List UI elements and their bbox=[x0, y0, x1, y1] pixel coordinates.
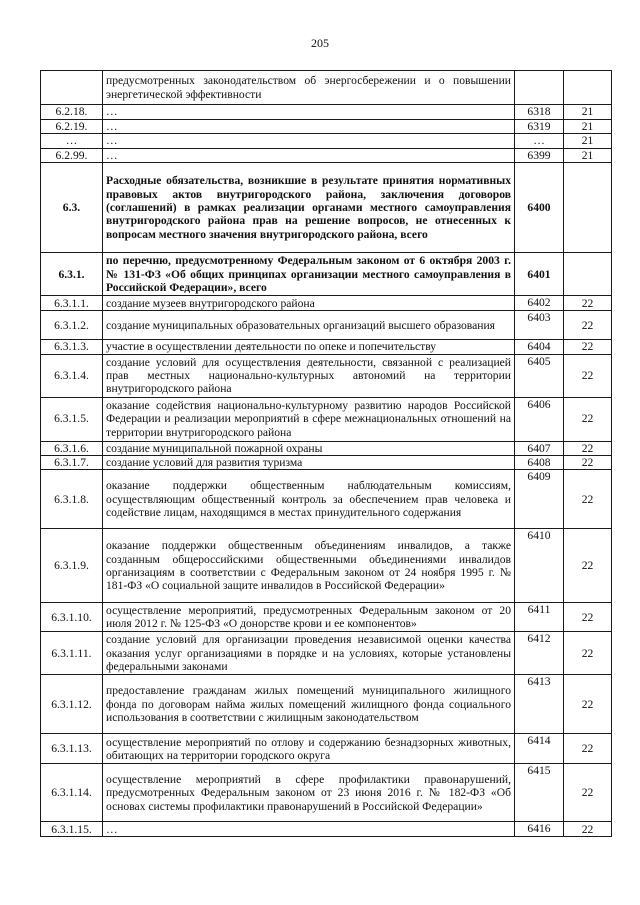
row-line-number-cell: 6402 bbox=[515, 296, 564, 311]
row-group-cell bbox=[564, 163, 612, 253]
row-group-cell: 22 bbox=[564, 354, 612, 397]
row-group-cell: 22 bbox=[564, 397, 612, 441]
table-row bbox=[41, 134, 612, 148]
row-line-number-cell: 6413 bbox=[515, 675, 564, 734]
row-description-cell: оказание поддержки общественным объединениям инвалидов, а также созданным общероссийскими общественными объединениями инвалидов организациям в соответствии с Федеральным законом от 24 ноября 1995 г. № 181-ФЗ «О социальной защите инвалидов в Российской Федерации» bbox=[103, 529, 515, 603]
row-group-cell: 22 bbox=[564, 632, 612, 675]
row-code-cell: 6.3.1.4. bbox=[41, 354, 103, 397]
row-group-cell: 22 bbox=[564, 822, 612, 837]
row-description-cell: … bbox=[103, 148, 515, 162]
table-row bbox=[41, 340, 612, 354]
row-group-cell bbox=[564, 253, 612, 296]
row-description-cell: осуществление мероприятий по отлову и содержанию безнадзорных животных, обитающих на территории городского округа bbox=[103, 734, 515, 764]
row-line-number-cell bbox=[515, 71, 564, 105]
row-description-cell: предоставление гражданам жилых помещений муниципального жилищного фонда по договорам найма жилых помещений жилищного фонда социального использования в соответствии с жилищным законодательством bbox=[103, 675, 515, 734]
row-group-cell: 22 bbox=[564, 675, 612, 734]
row-description-cell: осуществление мероприятий, предусмотренных Федеральным законом от 20 июля 2012 г. № 125-ФЗ «О донорстве крови и ее компонентов» bbox=[103, 603, 515, 632]
row-line-number-cell: 6409 bbox=[515, 470, 564, 529]
table-body bbox=[41, 71, 612, 837]
row-code-cell: 6.3.1.7. bbox=[41, 456, 103, 470]
row-description-cell: … bbox=[103, 822, 515, 837]
row-group-cell: 22 bbox=[564, 603, 612, 632]
table-row bbox=[41, 603, 612, 632]
row-description-cell: осуществление мероприятий в сфере профилактики правонарушений, предусмотренных Федеральным законом от 23 июня 2016 г. № 182-ФЗ «Об основах системы профилактики правонарушений в Российской Федерации» bbox=[103, 764, 515, 822]
table-row bbox=[41, 311, 612, 340]
row-code-cell: … bbox=[41, 134, 103, 148]
row-code-cell: 6.3.1.13. bbox=[41, 734, 103, 764]
page-number: 205 bbox=[311, 36, 329, 50]
table-row bbox=[41, 105, 612, 120]
row-line-number-cell: … bbox=[515, 134, 564, 148]
row-description-cell: … bbox=[103, 134, 515, 148]
table-row bbox=[41, 822, 612, 837]
row-code-cell: 6.3.1.10. bbox=[41, 603, 103, 632]
table-row bbox=[41, 456, 612, 470]
row-description-cell: создание музеев внутригородского района bbox=[103, 296, 515, 311]
row-code-cell: 6.2.99. bbox=[41, 148, 103, 162]
table-row bbox=[41, 675, 612, 734]
row-line-number-cell: 6414 bbox=[515, 734, 564, 764]
table-row bbox=[41, 71, 612, 105]
row-line-number-cell: 6407 bbox=[515, 441, 564, 455]
row-group-cell: 22 bbox=[564, 441, 612, 455]
table-row bbox=[41, 441, 612, 455]
row-code-cell: 6.3. bbox=[41, 163, 103, 253]
row-description-cell: … bbox=[103, 105, 515, 120]
row-code-cell: 6.3.1.14. bbox=[41, 764, 103, 822]
table-row bbox=[41, 163, 612, 253]
row-line-number-cell: 6416 bbox=[515, 822, 564, 837]
row-group-cell: 21 bbox=[564, 148, 612, 162]
table-row bbox=[41, 764, 612, 822]
table-row bbox=[41, 529, 612, 603]
table-row bbox=[41, 148, 612, 162]
row-group-cell: 21 bbox=[564, 105, 612, 120]
row-line-number-cell: 6399 bbox=[515, 148, 564, 162]
row-description-cell: создание муниципальной пожарной охраны bbox=[103, 441, 515, 455]
row-description-cell: оказание поддержки общественным наблюдательным комиссиям, осуществляющим общественный контроль за обеспечением прав человека и содействие лицам, находящимся в местах принудительного содержания bbox=[103, 470, 515, 529]
row-code-cell: 6.3.1.12. bbox=[41, 675, 103, 734]
table-row bbox=[41, 253, 612, 296]
row-group-cell: 22 bbox=[564, 456, 612, 470]
row-code-cell: 6.2.19. bbox=[41, 120, 103, 134]
row-code-cell: 6.3.1.15. bbox=[41, 822, 103, 837]
row-code-cell: 6.3.1.1. bbox=[41, 296, 103, 311]
row-line-number-cell: 6403 bbox=[515, 311, 564, 340]
row-line-number-cell: 6406 bbox=[515, 397, 564, 441]
row-code-cell: 6.3.1.2. bbox=[41, 311, 103, 340]
row-description-cell: участие в осуществлении деятельности по опеке и попечительству bbox=[103, 340, 515, 354]
table-row bbox=[41, 354, 612, 397]
row-code-cell: 6.2.18. bbox=[41, 105, 103, 120]
row-group-cell: 22 bbox=[564, 529, 612, 603]
row-group-cell: 21 bbox=[564, 120, 612, 134]
row-code-cell: 6.3.1.5. bbox=[41, 397, 103, 441]
row-line-number-cell: 6401 bbox=[515, 253, 564, 296]
row-line-number-cell: 6400 bbox=[515, 163, 564, 253]
row-line-number-cell: 6319 bbox=[515, 120, 564, 134]
table-row bbox=[41, 397, 612, 441]
table-row bbox=[41, 296, 612, 311]
row-description-cell: предусмотренных законодательством об энергосбережении и о повышении энергетической эффективности bbox=[103, 71, 515, 105]
row-code-cell: 6.3.1.3. bbox=[41, 340, 103, 354]
row-line-number-cell: 6404 bbox=[515, 340, 564, 354]
row-line-number-cell: 6412 bbox=[515, 632, 564, 675]
budget-obligations-table bbox=[40, 70, 612, 837]
row-group-cell: 22 bbox=[564, 340, 612, 354]
row-code-cell: 6.3.1. bbox=[41, 253, 103, 296]
row-code-cell: 6.3.1.9. bbox=[41, 529, 103, 603]
row-code-cell bbox=[41, 71, 103, 105]
row-line-number-cell: 6405 bbox=[515, 354, 564, 397]
row-code-cell: 6.3.1.8. bbox=[41, 470, 103, 529]
row-code-cell: 6.3.1.6. bbox=[41, 441, 103, 455]
row-group-cell: 22 bbox=[564, 311, 612, 340]
row-line-number-cell: 6408 bbox=[515, 456, 564, 470]
row-line-number-cell: 6410 bbox=[515, 529, 564, 603]
table-row bbox=[41, 120, 612, 134]
row-description-cell: Расходные обязательства, возникшие в результате принятия нормативных правовых актов внутригородского района, заключения договоров (соглашений) в рамках реализации органами местного самоуправления внутригородского района прав на решение вопросов, не отнесенных к вопросам местного значения внутригородского района, всего bbox=[103, 163, 515, 253]
row-group-cell: 22 bbox=[564, 734, 612, 764]
row-description-cell: по перечню, предусмотренному Федеральным законом от 6 октября 2003 г. № 131-ФЗ «Об общих принципах организации местного самоуправления в Российской Федерации», всего bbox=[103, 253, 515, 296]
row-line-number-cell: 6411 bbox=[515, 603, 564, 632]
row-description-cell: создание условий для организации проведения независимой оценки качества оказания услуг организациями в порядке и на условиях, которые установлены федеральными законами bbox=[103, 632, 515, 675]
row-description-cell: создание муниципальных образовательных организаций высшего образования bbox=[103, 311, 515, 340]
row-group-cell: 22 bbox=[564, 470, 612, 529]
table-row bbox=[41, 470, 612, 529]
row-description-cell: создание условий для развития туризма bbox=[103, 456, 515, 470]
row-description-cell: оказание содействия национально-культурному развитию народов Российской Федерации и реализации мероприятий в сфере межнациональных отношений на территории внутригородского района bbox=[103, 397, 515, 441]
row-description-cell: создание условий для осуществления деятельности, связанной с реализацией прав местных национально-культурных автономий на территории внутригородского района bbox=[103, 354, 515, 397]
table-row bbox=[41, 632, 612, 675]
row-group-cell: 21 bbox=[564, 134, 612, 148]
table-row bbox=[41, 734, 612, 764]
row-code-cell: 6.3.1.11. bbox=[41, 632, 103, 675]
row-line-number-cell: 6415 bbox=[515, 764, 564, 822]
row-group-cell: 22 bbox=[564, 764, 612, 822]
row-group-cell bbox=[564, 71, 612, 105]
row-group-cell: 22 bbox=[564, 296, 612, 311]
row-description-cell: … bbox=[103, 120, 515, 134]
row-line-number-cell: 6318 bbox=[515, 105, 564, 120]
